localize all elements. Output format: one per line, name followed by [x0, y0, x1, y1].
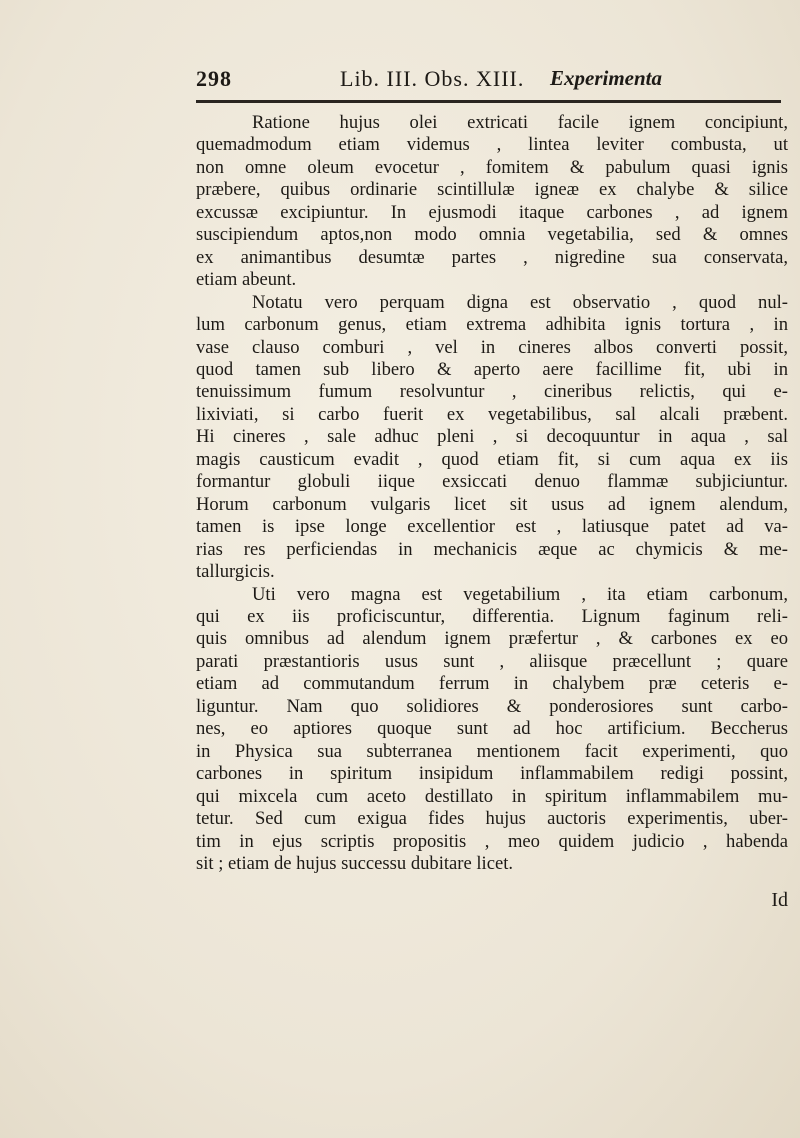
text-line: lixiviati, si carbo fuerit ex vegetabilibus, sal alcali præbent. [196, 403, 788, 425]
text-line: tim in ejus scriptis propositis , meo quidem judicio , habenda [196, 830, 788, 852]
text-line: rias res perficiendas in mechanicis æque ac chymicis & me- [196, 538, 788, 560]
text-line: formantur globuli iique exsiccati denuo flammæ subjiciuntur. [196, 471, 788, 493]
text-line: quis omnibus ad alendum ignem præfertur , & carbones ex eo [196, 628, 788, 650]
catchword: Id [771, 889, 788, 912]
text-line: tenuissimum fumum resolvuntur , cineribus relictis, qui e- [196, 381, 788, 403]
text-line: etiam abeunt. [196, 269, 297, 291]
text-line: carbones in spiritum insipidum inflammabilem redigi possint, [196, 763, 788, 785]
text-line: tamen is ipse longe excellentior est , latiusque patet ad va- [196, 516, 788, 538]
text-line: in Physica sua subterranea mentionem facit experimenti, quo [196, 740, 788, 762]
text-line: Horum carbonum vulgaris licet sit usus ad ignem alendum, [196, 493, 788, 515]
text-line: excussæ excipiuntur. In ejusmodi itaque carbones , ad ignem [196, 201, 788, 223]
text-line: parati præstantioris usus sunt , aliisque præcellunt ; quare [196, 650, 788, 672]
text-line: quemadmodum etiam videmus , lintea leviter combusta, ut [196, 134, 788, 156]
text-line: vase clauso comburi , vel in cineres albos converti possit, [196, 336, 788, 358]
page-number: 298 [196, 66, 232, 91]
text-line: non omne oleum evocetur , fomitem & pabulum quasi ignis [196, 156, 788, 178]
text-line: præbere, quibus ordinarie scintillulæ igneæ ex chalybe & silice [196, 179, 788, 201]
text-line: Ratione hujus olei extricati facile ignem concipiunt, [252, 112, 788, 133]
text-line: Hi cineres , sale adhuc pleni , si decoquuntur in aqua , sal [196, 426, 788, 448]
header-rule [196, 100, 781, 103]
page-header [196, 66, 786, 98]
text-line: qui mixcela cum aceto destillato in spiritum inflammabilem mu- [196, 785, 788, 807]
text-line: tallurgicis. [196, 561, 275, 583]
text-line: suscipiendum aptos,non modo omnia vegetabilia, sed & omnes [196, 224, 788, 246]
text-line: Uti vero magna est vegetabilium , ita etiam carbonum, [252, 583, 788, 605]
text-line: liguntur. Nam quo solidiores & ponderosiores sunt carbo- [196, 695, 788, 717]
text-line: quod tamen sub libero & aperto aere facillime fit, ubi in [196, 358, 788, 380]
running-subject: Experimenta [550, 66, 663, 90]
text-line: nes, eo aptiores quoque sunt ad hoc artificium. Beccherus [196, 718, 788, 740]
text-line: lum carbonum genus, etiam extrema adhibita ignis tortura , in [196, 314, 788, 336]
text-line: etiam ad commutandum ferrum in chalybem præ ceteris e- [196, 673, 788, 695]
body-text [196, 112, 788, 912]
text-line: sit ; etiam de hujus successu dubitare licet. [196, 852, 514, 874]
running-head: Lib. III. Obs. XIII. [340, 66, 525, 91]
text-line: magis causticum evadit , quod etiam fit, si cum aqua ex iis [196, 448, 788, 470]
text-line: tetur. Sed cum exigua fides hujus auctoris experimentis, uber- [196, 808, 788, 830]
text-line: Notatu vero perquam digna est observatio , quod nul- [252, 291, 788, 313]
text-line: ex animantibus desumtæ partes , nigredine sua conservata, [196, 246, 788, 268]
text-line: qui ex iis proficiscuntur, differentia. Lignum faginum reli- [196, 605, 788, 627]
